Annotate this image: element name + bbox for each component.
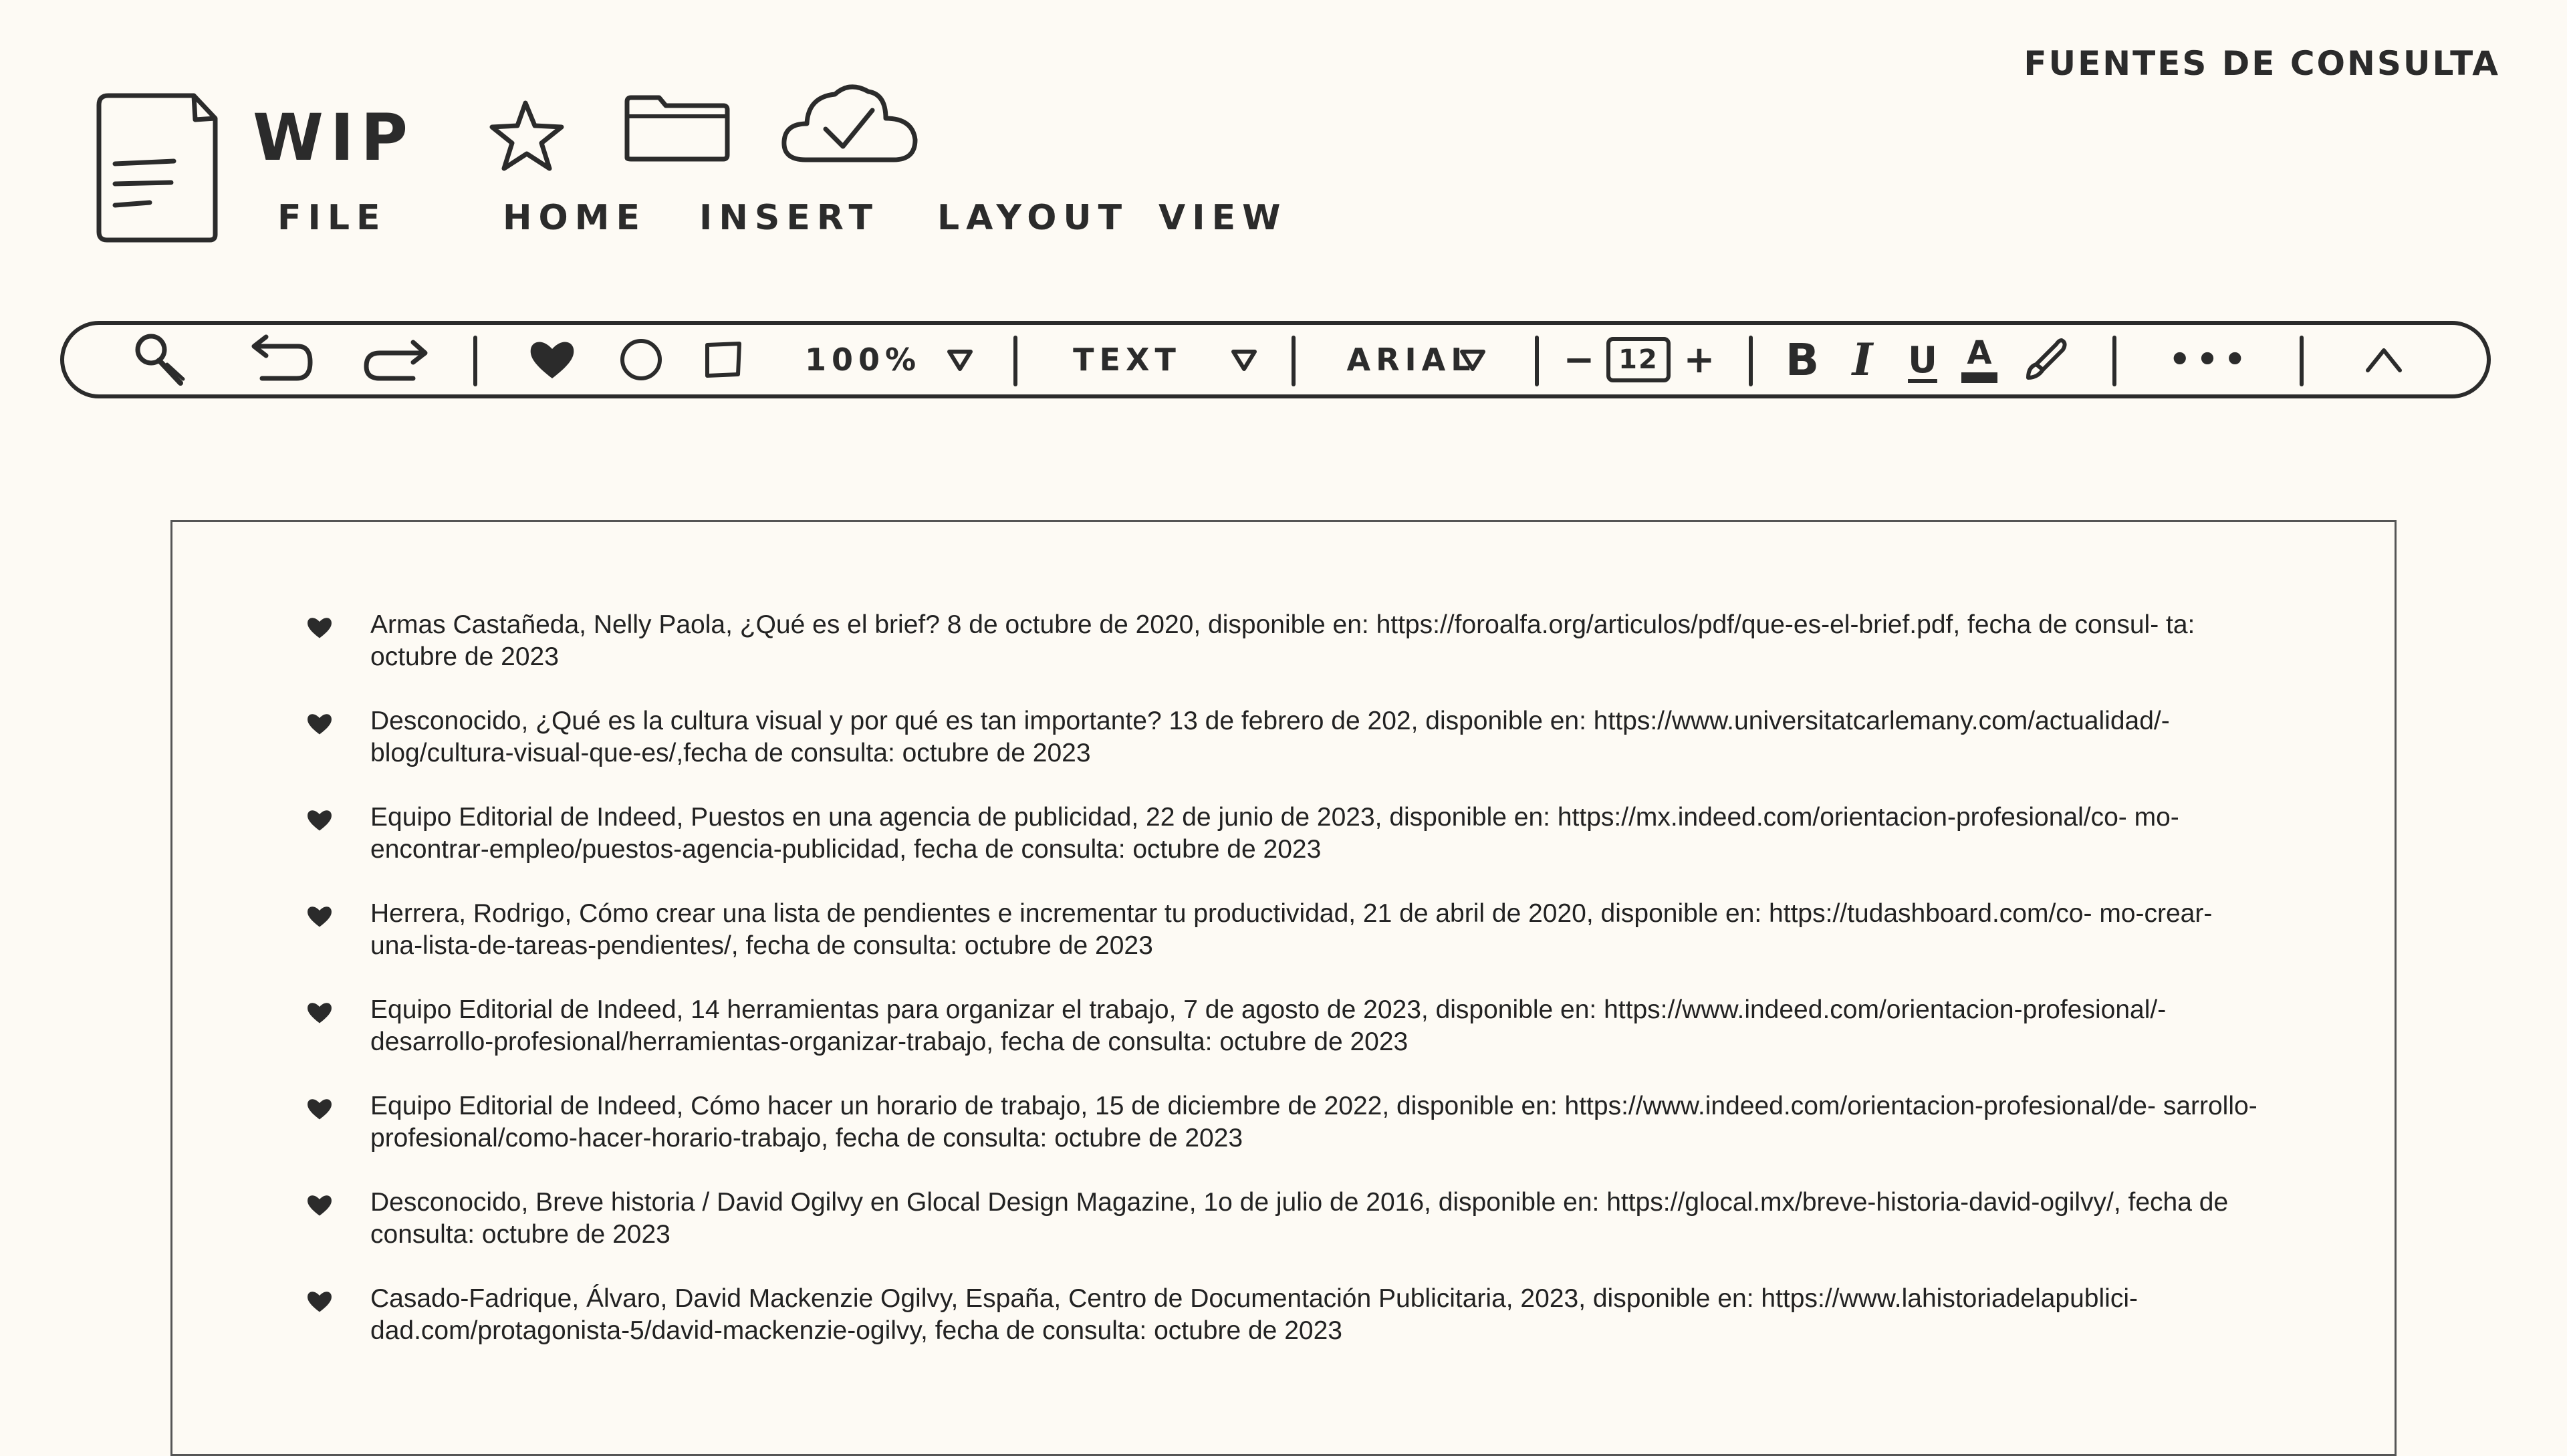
chevron-up-icon: [2364, 345, 2404, 374]
underline-button[interactable]: U: [1908, 338, 1937, 381]
italic-button[interactable]: I: [1852, 334, 1873, 386]
heart-bullet-icon: [306, 616, 333, 640]
document-icon[interactable]: [94, 90, 221, 245]
font-color-button[interactable]: [1948, 325, 2011, 394]
font-size-value: 12: [1606, 337, 1671, 382]
circle-shape-button[interactable]: [611, 325, 671, 394]
reference-item: [306, 1090, 2258, 1155]
reference-item: [306, 802, 2258, 866]
font-size-field[interactable]: [1602, 325, 1675, 394]
folder-icon[interactable]: [622, 94, 732, 163]
reference-text: Desconocido, ¿Qué es la cultura visual y por qué es tan importante? 13 de febrero de 202, disponible en: https://www.universitatcarlemany.com/actualidad/- blog/cultura-visual-que-es/,fecha de consulta: octubre de 2023: [370, 707, 2170, 767]
font-color-letter: A: [1967, 334, 1992, 372]
search-icon: [131, 330, 191, 390]
star-icon[interactable]: [488, 99, 567, 172]
more-options-button[interactable]: •••: [2169, 340, 2251, 380]
toolbar-divider: [1535, 336, 1539, 386]
font-family-select[interactable]: ARIAL: [1346, 342, 1476, 378]
heart-shape-button[interactable]: [519, 325, 586, 394]
reference-text: Equipo Editorial de Indeed, Cómo hacer un horario de trabajo, 15 de diciembre de 2022, disponible en: https://www.indeed.com/orientacion-profesional/de- sarrollo-profesional/como-hacer-horario-trabajo, fecha de consulta: octubre de 2023: [370, 1092, 2257, 1152]
document-page[interactable]: [170, 520, 2397, 1456]
toolbar-divider: [2112, 336, 2116, 386]
undo-button[interactable]: [237, 325, 317, 394]
reference-list: [306, 609, 2258, 1379]
menu-view[interactable]: VIEW: [1158, 198, 1288, 238]
reference-item: [306, 705, 2258, 769]
section-title: FUENTES DE CONSULTA: [2024, 44, 2500, 83]
text-style-dropdown[interactable]: [1221, 325, 1267, 394]
heart-bullet-icon: [306, 808, 333, 832]
toolbar-divider: [2300, 336, 2304, 386]
triangle-down-icon: [947, 348, 973, 372]
menu-insert[interactable]: INSERT: [699, 198, 880, 238]
bold-button[interactable]: B: [1785, 334, 1820, 386]
brush-button[interactable]: [2016, 325, 2076, 394]
font-size-increase-button[interactable]: +: [1683, 338, 1721, 382]
reference-item: [306, 609, 2258, 673]
rectangle-shape-button[interactable]: [697, 325, 750, 394]
square-icon: [702, 340, 745, 380]
toolbar: [60, 321, 2491, 398]
app-title: WIP: [253, 100, 414, 175]
triangle-down-icon: [1231, 348, 1257, 372]
font-size-decrease-button[interactable]: −: [1563, 338, 1600, 382]
menu-layout[interactable]: LAYOUT: [937, 198, 1129, 238]
cloud-check-icon[interactable]: [779, 77, 921, 165]
toolbar-divider: [473, 336, 477, 386]
redo-icon: [360, 333, 437, 386]
toolbar-divider: [1013, 336, 1017, 386]
heart-bullet-icon: [306, 712, 333, 736]
reference-text: Armas Castañeda, Nelly Paola, ¿Qué es el brief? 8 de octubre de 2020, disponible en: https://foroalfa.org/articulos/pdf/que-es-el-brief.pdf, fecha de consul- ta: octubre de 2023: [370, 610, 2195, 671]
heart-bullet-icon: [306, 1193, 333, 1217]
reference-text: Equipo Editorial de Indeed, 14 herramientas para organizar el trabajo, 7 de agosto de 2023, disponible en: https://www.indeed.com/orientacion-profesional/- desarrollo-profesional/herramientas-organizar-trabajo, fecha de consulta: octubre de 2023: [370, 995, 2167, 1056]
zoom-level[interactable]: 100%: [804, 342, 922, 378]
collapse-toolbar-button[interactable]: [2350, 325, 2417, 394]
reference-item: [306, 1187, 2258, 1251]
reference-item: [306, 898, 2258, 962]
toolbar-divider: [1749, 336, 1753, 386]
toolbar-divider: [1292, 336, 1296, 386]
menu-home[interactable]: HOME: [503, 198, 646, 238]
heart-icon: [528, 338, 576, 381]
circle-icon: [618, 336, 664, 383]
heart-bullet-icon: [306, 1001, 333, 1025]
heart-bullet-icon: [306, 904, 333, 929]
reference-text: Desconocido, Breve historia / David Ogilvy en Glocal Design Magazine, 1o de julio de 2016, disponible en: https://glocal.mx/breve-historia-david-ogilvy/, fecha de consulta: octubre de 2023: [370, 1188, 2229, 1249]
search-button[interactable]: [124, 325, 198, 394]
text-style-select[interactable]: TEXT: [1073, 342, 1181, 378]
font-family-dropdown[interactable]: [1449, 325, 1496, 394]
reference-item: [306, 1283, 2258, 1347]
triangle-down-icon: [1459, 348, 1486, 372]
reference-item: [306, 994, 2258, 1058]
heart-bullet-icon: [306, 1097, 333, 1121]
zoom-dropdown[interactable]: [937, 325, 983, 394]
reference-text: Casado-Fadrique, Álvaro, David Mackenzie Ogilvy, España, Centro de Documentación Publicitaria, 2023, disponible en: https://www.lahistoriadelapublici- dad.com/protagonista-5/david-mackenzie-ogilvy, fecha de consulta: octubre de 2023: [370, 1284, 2138, 1345]
reference-text: Herrera, Rodrigo, Cómo crear una lista de pendientes e incrementar tu productividad, 21 de abril de 2020, disponible en: https://tudashboard.com/co- mo-crear-una-lista-de-tareas-pendientes/, fecha de consulta: octubre de 2023: [370, 899, 2213, 960]
reference-text: Equipo Editorial de Indeed, Puestos en una agencia de publicidad, 22 de junio de 2023, disponible en: https://mx.indeed.com/orientacion-profesional/co- mo-encontrar-empleo/puestos-agencia-publicidad, fecha de consulta: octubre de 2023: [370, 803, 2179, 864]
heart-bullet-icon: [306, 1290, 333, 1314]
font-color-swatch: [1961, 372, 1997, 383]
redo-button[interactable]: [358, 325, 439, 394]
menu-file[interactable]: FILE: [277, 198, 387, 238]
undo-icon: [238, 333, 316, 386]
brush-icon: [2023, 336, 2070, 383]
